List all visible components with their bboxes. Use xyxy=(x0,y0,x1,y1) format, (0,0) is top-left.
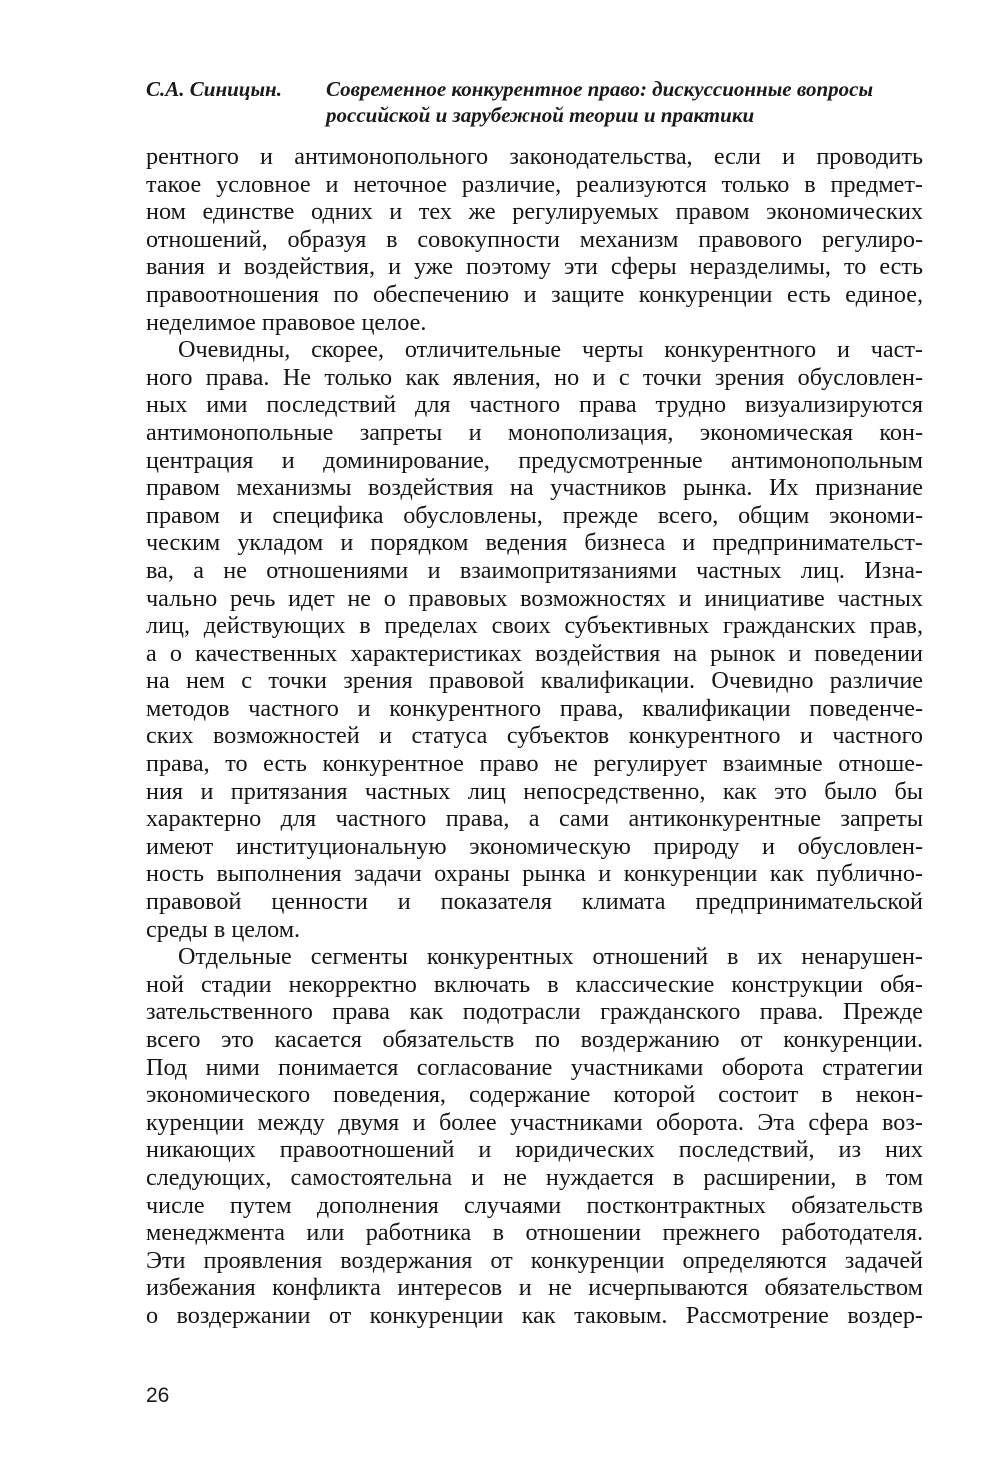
text-line: права, то есть конкурентное право не регулирует взаимные отноше- xyxy=(146,750,923,778)
page-number: 26 xyxy=(146,1384,170,1407)
text-line: лиц, действующих в пределах своих субъективных гражданских прав, xyxy=(146,612,923,640)
text-line: ных ими последствий для частного права трудно визуализируются xyxy=(146,391,923,419)
header-title-line: российской и зарубежной теории и практики xyxy=(326,103,755,127)
text-line: зательственного права как подотрасли гражданского права. Прежде xyxy=(146,998,923,1026)
text-line: а о качественных характеристиках воздействия на рынок и поведении xyxy=(146,639,923,667)
text-line: неделимое правовое целое. xyxy=(146,308,427,336)
text-line: Под ними понимается согласование участниками оборота стратегии xyxy=(146,1053,923,1081)
text-line: никающих правоотношений и юридических последствий, из них xyxy=(146,1136,923,1164)
header-title-line: Современное конкурентное право: дискуссионные вопросы xyxy=(326,77,874,101)
header-author: С.А. Синицын. xyxy=(146,77,282,101)
text-line: Очевидны, скорее, отличительные черты конкурентного и част- xyxy=(178,336,923,364)
text-line: ность выполнения задачи охраны рынка и конкуренции как публично- xyxy=(146,860,923,888)
text-line: отношений, образуя в совокупности механизм правового регулиро- xyxy=(146,225,923,253)
text-line: рентного и антимонопольного законодательства, если и проводить xyxy=(146,143,923,170)
text-line: всего это касается обязательств по воздержанию от конкуренции. xyxy=(146,1026,923,1053)
text-line: менеджмента или работника в отношении прежнего работодателя. xyxy=(146,1219,923,1247)
text-line: правоотношения по обеспечению и защите конкуренции есть единое, xyxy=(146,280,923,308)
text-line: вания и воздействия, и уже поэтому эти сферы неразделимы, то есть xyxy=(146,253,923,281)
text-line: ческим укладом и порядком ведения бизнеса и предпринимательст- xyxy=(146,529,923,557)
header-title xyxy=(326,76,926,128)
text-line: куренции между двумя и более участниками оборота. Эта сфера воз- xyxy=(146,1108,923,1136)
text-line: антимонопольные запреты и монополизация, экономическая кон- xyxy=(146,418,923,446)
paragraph-3 xyxy=(146,943,923,1329)
paragraph-2 xyxy=(146,336,923,943)
text-line: ного права. Не только как явления, но и с точки зрения обусловлен- xyxy=(146,363,923,391)
text-line: правом механизмы воздействия на участников рынка. Их признание xyxy=(146,474,923,502)
text-line: среды в целом. xyxy=(146,915,301,943)
text-line: характерно для частного права, а сами антиконкурентные запреты xyxy=(146,805,923,833)
text-line: Эти проявления воздержания от конкуренции определяются задачей xyxy=(146,1246,923,1274)
text-line: числе путем дополнения случаями постконтрактных обязательств xyxy=(146,1191,923,1219)
text-line: ном единстве одних и тех же регулируемых правом экономических xyxy=(146,198,923,226)
text-line: ва, а не отношениями и взаимопритязаниями частных лиц. Изна- xyxy=(146,556,923,584)
text-line: о воздержании от конкуренции как таковым. Рассмотрение воздер- xyxy=(146,1301,923,1329)
body-text xyxy=(146,143,923,1330)
text-line: избежания конфликта интересов и не исчерпываются обязательством xyxy=(146,1274,923,1302)
paragraph-1 xyxy=(146,143,923,336)
text-line: ния и притязания частных лиц непосредственно, как это было бы xyxy=(146,777,923,805)
text-line: Отдельные сегменты конкурентных отношений в их ненарушен- xyxy=(178,943,923,971)
text-line: имеют институциональную экономическую природу и обусловлен- xyxy=(146,832,923,860)
text-line: центрация и доминирование, предусмотренные антимонопольным xyxy=(146,446,923,474)
text-line: методов частного и конкурентного права, квалификации поведенче- xyxy=(146,694,923,722)
text-line: чально речь идет не о правовых возможностях и инициативе частных xyxy=(146,584,923,612)
text-line: экономического поведения, содержание которой состоит в некон- xyxy=(146,1081,923,1109)
text-line: правом и специфика обусловлены, прежде всего, общим экономи- xyxy=(146,501,923,529)
text-line: правовой ценности и показателя климата предпринимательской xyxy=(146,888,923,916)
text-line: такое условное и неточное различие, реализуются только в предмет- xyxy=(146,170,923,198)
text-line: ских возможностей и статуса субъектов конкурентного и частного xyxy=(146,722,923,750)
text-line: следующих, самостоятельна и не нуждается в расширении, в том xyxy=(146,1163,923,1191)
text-line: ной стадии некорректно включать в классические конструкции обя- xyxy=(146,970,923,998)
text-line: на нем с точки зрения правовой квалификации. Очевидно различие xyxy=(146,667,923,695)
